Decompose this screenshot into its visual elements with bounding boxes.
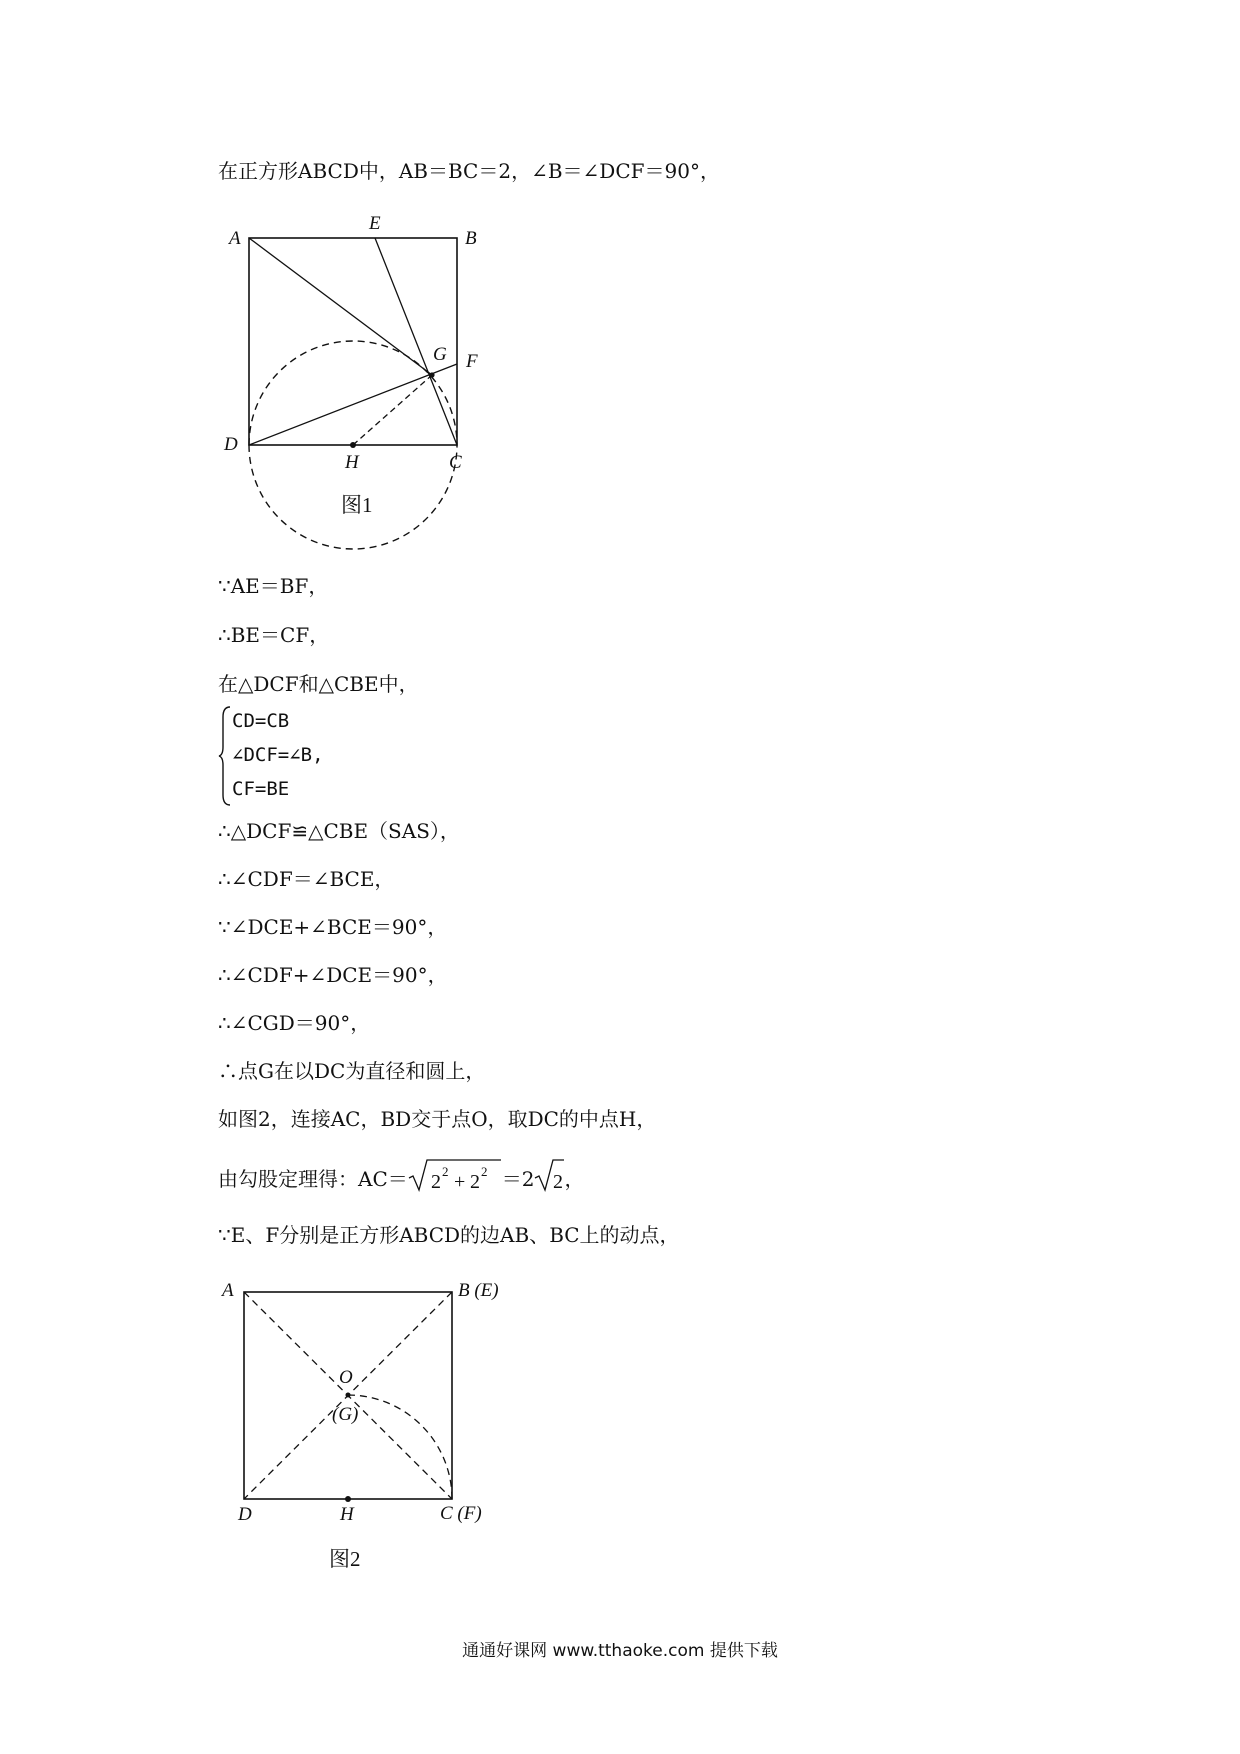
label-a: A	[222, 1280, 234, 1301]
svg-text:2: 2	[553, 1171, 564, 1192]
segment-hg	[353, 375, 432, 445]
label-g: (G)	[332, 1404, 359, 1425]
label-c-f: C (F)	[440, 1503, 482, 1524]
line-12-equals: ＝2	[501, 1167, 535, 1191]
system-row-2: ∠DCF=∠B,	[232, 744, 324, 766]
svg-text:+: +	[453, 1171, 466, 1192]
sqrt-expression-1	[408, 1158, 502, 1198]
label-d: D	[238, 1504, 252, 1525]
svg-text:2: 2	[441, 1164, 449, 1179]
label-h: H	[340, 1504, 354, 1525]
line-12-end: ，	[564, 1167, 585, 1191]
label-b: B	[465, 228, 477, 249]
label-f: F	[466, 351, 478, 372]
label-h: H	[345, 452, 359, 473]
text-line-9: ∴∠CGD＝90°，	[218, 1011, 371, 1035]
label-g: G	[433, 344, 447, 365]
label-a: A	[229, 228, 241, 249]
circle-upper-arc	[249, 341, 457, 445]
text-line-13: ∵E、F分别是正方形ABCD的边AB、BC上的动点，	[218, 1223, 680, 1247]
square-abcd	[249, 238, 457, 445]
figure-1	[210, 200, 490, 560]
label-b-e: B (E)	[458, 1280, 499, 1301]
segment-ag	[249, 238, 432, 375]
radical-sign-icon	[534, 1158, 564, 1192]
sqrt-expression-2	[534, 1158, 564, 1198]
system-row-3: CF=BE	[232, 778, 290, 800]
text-line-8: ∴∠CDF+∠DCE＝90°，	[218, 963, 448, 987]
point-g	[429, 372, 434, 377]
text-line-10: ∴点G在以DC为直径和圆上，	[218, 1059, 486, 1083]
figure-1-caption: 图1	[341, 493, 373, 517]
figure-2-caption: 图2	[329, 1547, 361, 1571]
svg-text:2: 2	[469, 1171, 480, 1192]
text-line-2: ∵AE＝BF，	[218, 574, 329, 598]
text-line-11: 如图2，连接AC，BD交于点O，取DC的中点H，	[218, 1107, 657, 1131]
text-line-12	[218, 1158, 584, 1198]
footer-text: 通通好课网 www.tthaoke.com 提供下载	[462, 1641, 778, 1661]
label-o: O	[339, 1367, 353, 1388]
text-line-5: ∴△DCF≌△CBE（SAS），	[218, 819, 460, 843]
figure-2	[210, 1270, 510, 1580]
label-d: D	[224, 434, 238, 455]
text-line-3: ∴BE＝CF，	[218, 623, 330, 647]
system-row-1: CD=CB	[232, 710, 290, 732]
label-e: E	[369, 213, 381, 234]
text-line-7: ∵∠DCE+∠BCE＝90°，	[218, 915, 448, 939]
left-brace-icon	[218, 705, 232, 807]
radical-sign-icon	[408, 1158, 502, 1192]
svg-text:2: 2	[430, 1171, 441, 1192]
point-h	[350, 442, 356, 448]
equation-system	[218, 705, 398, 807]
text-line-4: 在△DCF和△CBE中，	[218, 672, 419, 696]
text-line-1: 在正方形ABCD中，AB＝BC＝2，∠B＝∠DCF＝90°，	[218, 159, 720, 183]
point-o	[346, 1393, 351, 1398]
segment-df	[249, 364, 457, 445]
point-h	[345, 1496, 351, 1502]
text-line-6: ∴∠CDF＝∠BCE，	[218, 867, 395, 891]
label-c: C	[449, 452, 462, 473]
svg-text:2: 2	[480, 1164, 488, 1179]
line-12-prefix: 由勾股定理得：AC＝	[218, 1167, 408, 1191]
